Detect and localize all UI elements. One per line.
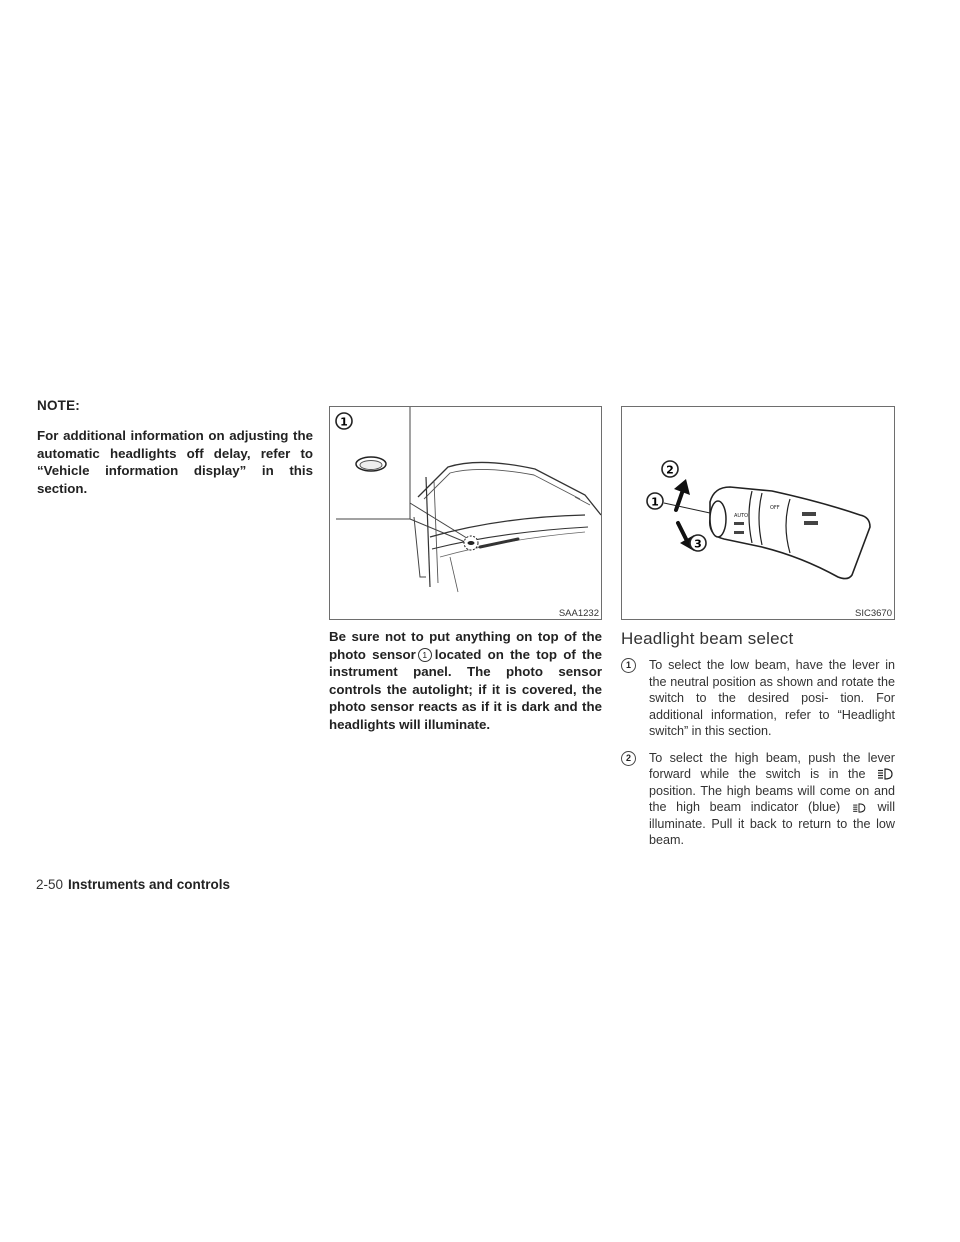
item-number: 2 <box>621 751 636 766</box>
section-name: Instruments and controls <box>68 877 231 892</box>
item-text-part-2: position. The high beams will come on and the high beam indicator (blue) <box>649 783 895 814</box>
callout-marker: 1 <box>418 648 432 662</box>
page-number: 2-50 <box>36 877 64 892</box>
figure-code: SIC3670 <box>855 608 892 619</box>
switch-label-auto: AUTO <box>734 513 749 519</box>
list-item <box>621 750 895 849</box>
photo-sensor-block <box>329 406 602 733</box>
list-item <box>621 657 895 740</box>
photo-sensor-text-after: located on the top of the instrument panel. The photo sensor controls the autolight; if it is covered, the photo sensor reacts as if it is dark and the headlights will illuminate. <box>329 646 602 732</box>
photo-sensor-illustration <box>330 407 601 619</box>
note-block <box>37 398 313 497</box>
callout-2-label: 2 <box>666 463 674 477</box>
headlight-icon <box>877 768 893 780</box>
headlight-beam-block <box>621 406 895 859</box>
item-text-part-1: To select the high beam, push the lever forward while the switch is in the <box>649 750 895 781</box>
photo-sensor-figure <box>329 406 602 620</box>
switch-label-off: OFF <box>770 505 780 511</box>
photo-sensor-text-before: Be sure not to put anything on top of the photo sensor <box>329 629 602 662</box>
note-heading: NOTE: <box>37 398 80 413</box>
figure-code: SAA1232 <box>558 608 599 619</box>
page-footer <box>36 877 230 892</box>
beam-lever-figure <box>621 406 895 620</box>
callout-1-label: 1 <box>340 415 348 429</box>
callout-3-label: 3 <box>694 537 702 551</box>
item-number: 1 <box>621 658 636 673</box>
item-text: To select the low beam, have the lever in the neutral position as shown and rotate the switch to the desired posi- tion. For additional information, refer to “Headlight switch” in this section. <box>649 658 895 738</box>
item-text-part-3: will illuminate. Pull it back to return to the low beam. <box>649 800 896 847</box>
callout-1-label: 1 <box>651 495 659 509</box>
beam-lever-illustration <box>622 407 894 619</box>
note-body: For additional information on adjusting the automatic headlights off delay, refer to “Vehicle information display” in this section. <box>37 428 313 496</box>
section-title: Headlight beam select <box>621 629 794 648</box>
photo-sensor-paragraph <box>329 628 602 733</box>
high-beam-indicator-icon <box>852 803 866 813</box>
